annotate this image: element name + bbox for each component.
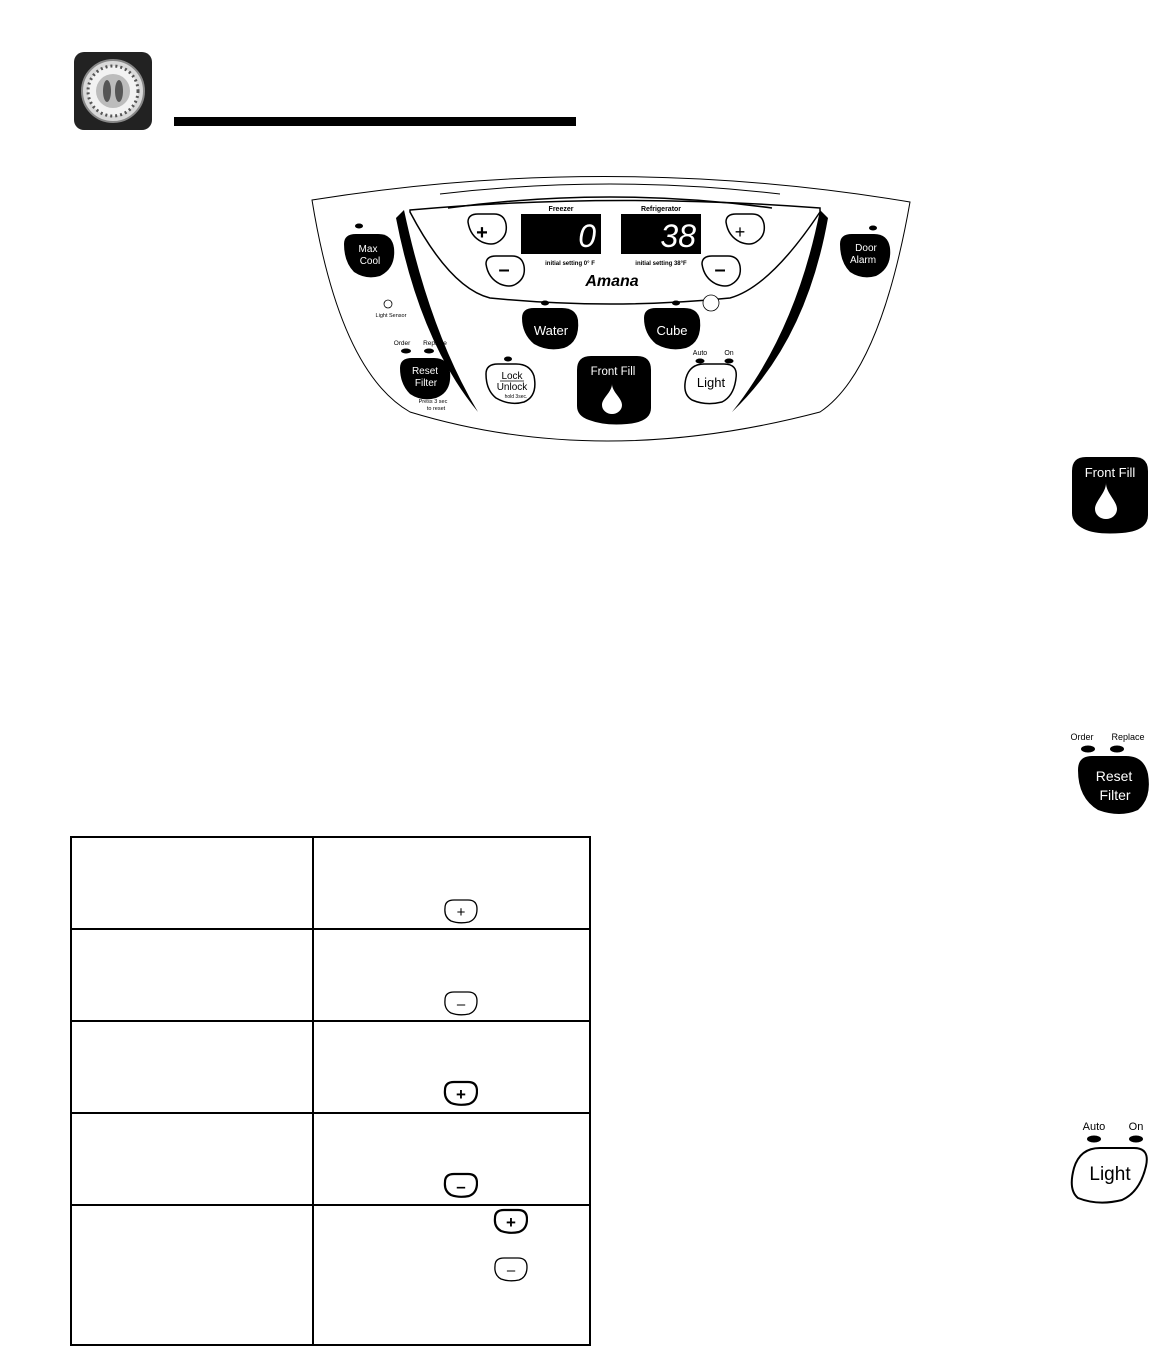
- freezer-value: 0: [578, 218, 596, 254]
- header-icon: [73, 51, 153, 131]
- freezer-label: Freezer: [548, 206, 574, 213]
- minus-outline-icon: [442, 990, 478, 1018]
- svg-text:Reset: Reset: [1095, 768, 1133, 784]
- table-cell: [71, 929, 313, 1021]
- svg-text:Replace: Replace: [1111, 732, 1145, 742]
- svg-text:Light: Light: [696, 375, 726, 390]
- svg-text:Filter: Filter: [414, 378, 438, 389]
- svg-text:Auto: Auto: [1082, 1121, 1106, 1133]
- svg-text:Order: Order: [393, 340, 411, 347]
- svg-text:hold 3sec.: hold 3sec.: [504, 394, 528, 400]
- svg-text:Replace: Replace: [423, 340, 447, 347]
- svg-text:–: –: [506, 1262, 516, 1279]
- light-sensor: [384, 300, 392, 308]
- svg-text:Max: Max: [358, 244, 378, 255]
- svg-text:+: +: [456, 1085, 466, 1104]
- temperature-adjust-table: [70, 836, 591, 1346]
- refrigerator-value: 38: [660, 218, 696, 254]
- svg-text:Cube: Cube: [656, 323, 688, 338]
- minus-outline-icon: [492, 1256, 528, 1284]
- svg-text:Filter: Filter: [1099, 787, 1131, 803]
- svg-text:Front Fill: Front Fill: [1084, 465, 1136, 480]
- table-cell: [313, 1113, 590, 1205]
- reset-filter-icon: [1066, 730, 1153, 816]
- svg-text:+: +: [734, 222, 746, 242]
- svg-text:Alarm: Alarm: [849, 255, 877, 266]
- svg-text:–: –: [456, 1177, 466, 1196]
- front-fill-button[interactable]: [577, 356, 651, 425]
- svg-text:Water: Water: [533, 323, 569, 338]
- svg-text:Unlock: Unlock: [496, 382, 528, 393]
- table-cell: [71, 837, 313, 929]
- svg-text:On: On: [1128, 1121, 1144, 1133]
- refrigerator-label: Refrigerator: [640, 206, 682, 213]
- table-cell: [313, 1205, 590, 1345]
- svg-text:Cool: Cool: [359, 256, 381, 267]
- svg-text:Lock: Lock: [501, 371, 523, 382]
- svg-text:Order: Order: [1070, 732, 1094, 742]
- svg-text:On: On: [724, 350, 734, 357]
- svg-text:–: –: [498, 259, 510, 281]
- minus-filled-icon: [442, 1172, 478, 1200]
- plus-outline-icon: [442, 898, 478, 924]
- table-cell: [71, 1205, 313, 1345]
- svg-text:Auto: Auto: [692, 350, 708, 357]
- table-cell: [313, 837, 590, 929]
- table-cell: [313, 929, 590, 1021]
- refrigerator-initial: initial setting 38°F: [635, 261, 687, 267]
- control-panel: [300, 172, 920, 444]
- brand-logo: Amana: [585, 273, 639, 290]
- front-fill-icon: [1070, 455, 1150, 535]
- svg-text:Press 3 sec: Press 3 sec: [418, 399, 448, 405]
- light-button[interactable]: [685, 364, 736, 404]
- table-cell: [71, 1021, 313, 1113]
- svg-text:Light Sensor: Light Sensor: [375, 313, 407, 319]
- plus-filled-icon: [492, 1208, 528, 1236]
- light-icon: [1066, 1118, 1153, 1208]
- plus-filled-icon: [442, 1080, 478, 1108]
- svg-text:+: +: [456, 904, 466, 921]
- svg-text:Front Fill: Front Fill: [590, 366, 636, 378]
- svg-text:to reset: to reset: [426, 406, 446, 412]
- freezer-initial: initial setting 0° F: [545, 261, 595, 267]
- table-cell: [313, 1021, 590, 1113]
- svg-text:Door: Door: [855, 243, 877, 254]
- svg-text:Light: Light: [1089, 1164, 1131, 1185]
- svg-text:–: –: [456, 996, 466, 1013]
- svg-text:Reset: Reset: [411, 366, 439, 377]
- table-cell: [71, 1113, 313, 1205]
- svg-text:–: –: [714, 259, 726, 281]
- svg-text:+: +: [476, 222, 488, 244]
- header-rule: [174, 117, 576, 126]
- svg-text:+: +: [506, 1213, 516, 1232]
